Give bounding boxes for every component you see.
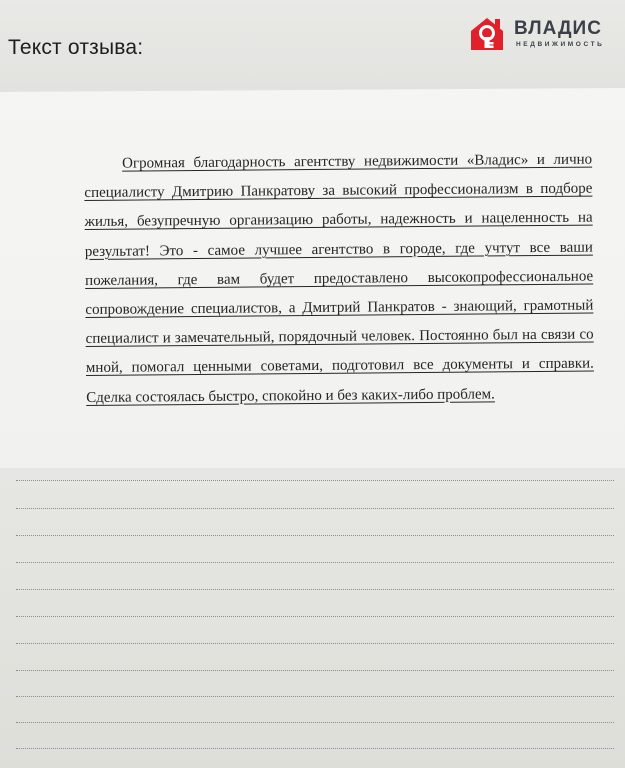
ruled-line	[16, 748, 614, 749]
house-icon	[469, 15, 505, 51]
logo-name: ВЛАДИС	[514, 18, 602, 39]
review-text: Огромная благодарность агентству недвижимости «Владис» и лично специалисту Дмитрию Панкратову за высокий профессионализм в подборе жилья, безупречную организацию работы, надежность и нацеленность на результат! Это - самое лучшее агентство в городе, где учтут все ваши пожелания, где вам будет предоставлено высокопрофессиональное сопровождение специалистов, а Дмитрий Панкратов - знающий, грамотный специалист и замечательный, порядочный человек. Постоянно был на связи со мной, помогал ценными советами, подготовил все документы и справки. Сделка состоялась быстро, спокойно и без каких-либо проблем.	[84, 151, 594, 406]
review-text-block	[84, 146, 594, 413]
ruled-line	[16, 696, 614, 697]
lined-area	[0, 468, 625, 768]
ruled-line	[16, 589, 614, 590]
logo-subtitle: НЕДВИЖИМОСТЬ	[516, 41, 605, 48]
ruled-line	[16, 562, 614, 563]
ruled-line	[16, 722, 614, 723]
ruled-line	[16, 535, 614, 536]
form-header	[0, 0, 625, 92]
ruled-line	[16, 616, 614, 617]
form-title: Текст отзыва:	[8, 36, 144, 59]
ruled-line	[16, 670, 614, 671]
company-logo	[469, 15, 619, 55]
ruled-line	[16, 643, 614, 644]
ruled-line	[16, 508, 614, 509]
ruled-line	[16, 480, 614, 481]
